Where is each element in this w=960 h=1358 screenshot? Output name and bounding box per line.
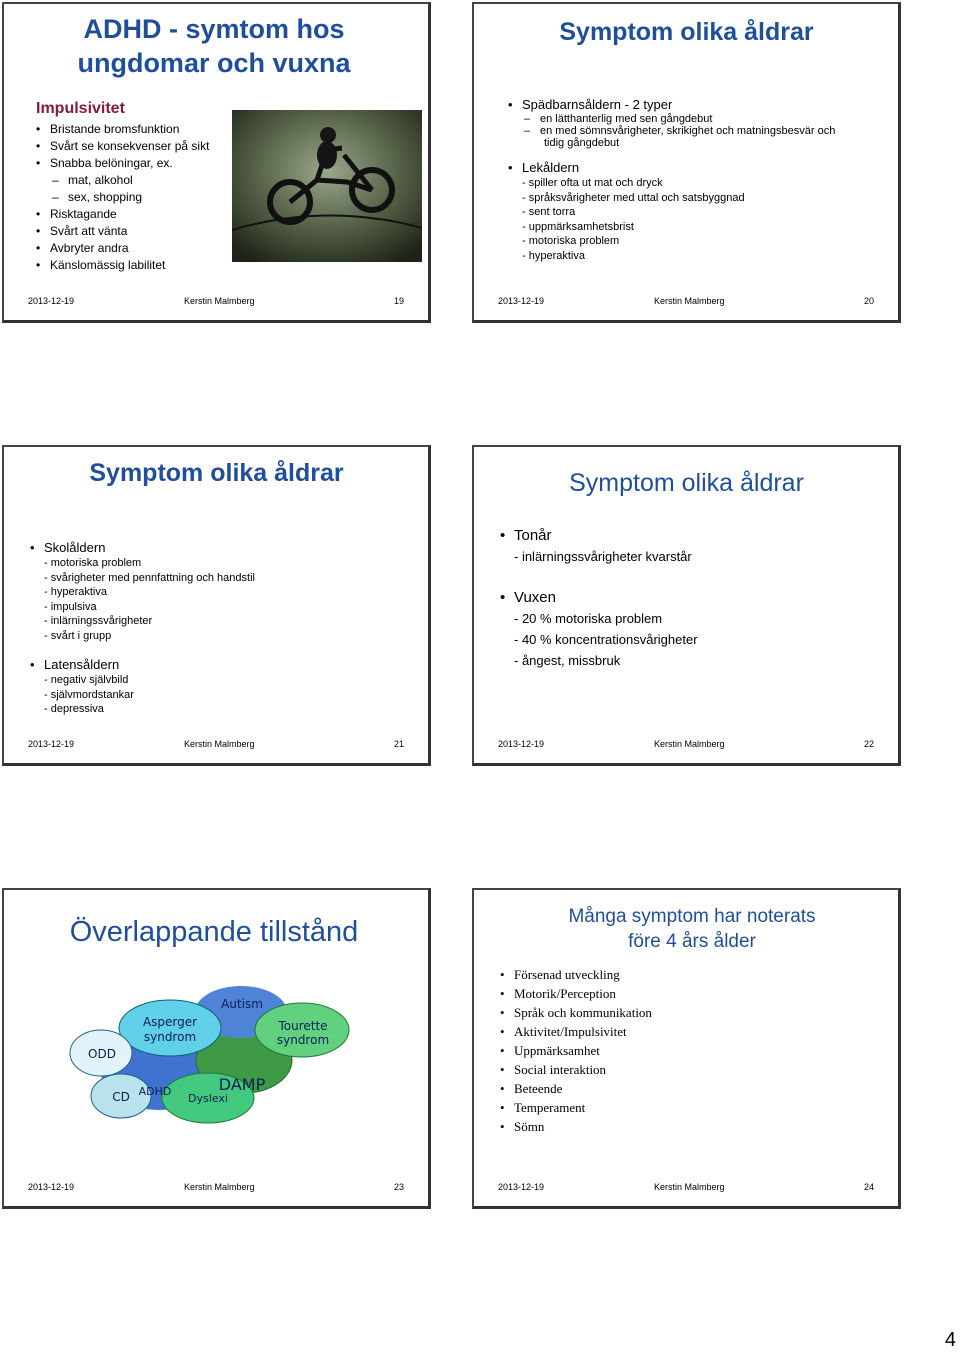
footer-author: Kerstin Malmberg	[654, 296, 725, 306]
slide-footer	[474, 1182, 898, 1196]
tourette-label-1: Tourette	[278, 1019, 328, 1033]
slide-title	[474, 904, 901, 954]
list-item: • Lekåldern	[504, 160, 835, 176]
footer-date: 2013-12-19	[498, 296, 545, 306]
list-subitem: – en med sömnsvårigheter, skrikighet och matningsbesvär och	[504, 125, 835, 137]
slide-footer	[4, 1182, 428, 1196]
list-item: • Temperament	[496, 1098, 652, 1117]
title-line-2: ungdomar och vuxna	[77, 48, 351, 78]
list-subitem-cont: tidig gångdebut	[544, 137, 620, 149]
text-line: - hyperaktiva	[522, 249, 585, 262]
list-item: • Snabba belöningar, ex.	[32, 155, 209, 172]
slide-number: 23	[393, 1182, 404, 1192]
asperger-label-1: Asperger	[142, 1015, 198, 1029]
list-item: • Svårt att vänta	[32, 223, 209, 240]
list-item: • Uppmärksamhet	[496, 1041, 652, 1060]
footer-author: Kerstin Malmberg	[654, 1182, 725, 1192]
list-subitem: – en lätthanterlig med sen gångdebut	[504, 113, 835, 125]
slide-number: 20	[863, 296, 874, 306]
impulsivitet-heading: Impulsivitet	[36, 100, 125, 117]
overlap-diagram	[64, 980, 364, 1140]
list-item: • Sömn	[496, 1117, 652, 1136]
footer-author: Kerstin Malmberg	[654, 739, 725, 749]
slide-24	[472, 888, 901, 1209]
list-item: • Aktivitet/Impulsivitet	[496, 1022, 652, 1041]
dyslexi-label: Dyslexi	[188, 1092, 228, 1105]
autism-label: Autism	[221, 997, 263, 1011]
slide-title: Överlappande tillstånd	[69, 916, 359, 948]
text-line: - motoriska problem	[44, 557, 142, 569]
slide-number: 19	[393, 296, 404, 306]
footer-author: Kerstin Malmberg	[184, 1182, 255, 1192]
title-line-1: ADHD - symtom hos	[83, 14, 345, 44]
text-line: - 20 % motoriska problem	[514, 611, 663, 626]
list-item: • Spädbarnsåldern - 2 typer	[504, 97, 835, 113]
text-line: - språksvårigheter med uttal och satsbyggnad	[522, 191, 745, 204]
footer-author: Kerstin Malmberg	[184, 296, 255, 306]
text-line: - negativ självbild	[44, 674, 129, 686]
text-line: - motoriska problem	[522, 235, 620, 247]
title-line-2: före 4 års ålder	[628, 931, 756, 952]
slide-22	[472, 445, 901, 766]
list-item: • Bristande bromsfunktion	[32, 121, 209, 138]
content-list	[504, 97, 835, 263]
list-subitem: – mat, alkohol	[32, 172, 209, 189]
footer-date: 2013-12-19	[28, 296, 75, 306]
page-number: 4	[944, 1329, 956, 1351]
adhd-label: ADHD	[138, 1085, 172, 1098]
cd-label: CD	[112, 1090, 130, 1104]
list-item: • Latensåldern	[26, 656, 255, 673]
title-line-1: Många symptom har noterats	[568, 906, 816, 927]
list-item: • Social interaktion	[496, 1060, 652, 1079]
list-item: • Vuxen	[496, 587, 698, 608]
text-line: - svårigheter med pennfattning och handstil	[44, 571, 255, 584]
slide-title: Symptom olika åldrar	[569, 469, 804, 497]
list-item: • Tonår	[496, 525, 698, 546]
list-item: • Språk och kommunikation	[496, 1003, 652, 1022]
slide-number: 22	[863, 739, 874, 749]
slide-title: Symptom olika åldrar	[559, 18, 814, 46]
list-item: • Avbryter andra	[32, 240, 209, 257]
slide-footer	[474, 739, 898, 753]
text-line: - hyperaktiva	[44, 586, 107, 598]
slide-21	[2, 445, 431, 766]
slide-footer	[4, 296, 428, 310]
content-list	[496, 525, 698, 671]
text-line: - svårt i grupp	[44, 629, 112, 642]
damp-label: DAMP	[218, 1075, 266, 1094]
footer-date: 2013-12-19	[28, 739, 75, 749]
content-list	[496, 965, 652, 1136]
text-line: - depressiva	[44, 703, 104, 715]
slide-number: 21	[393, 739, 404, 749]
footer-date: 2013-12-19	[28, 1182, 75, 1192]
odd-label: ODD	[88, 1047, 116, 1061]
slide-23	[2, 888, 431, 1209]
slide-number: 24	[863, 1182, 874, 1192]
tourette-label-2: syndrom	[276, 1033, 330, 1047]
text-line: - sent torra	[522, 206, 576, 218]
slide-title	[24, 12, 404, 80]
text-line: - 40 % koncentrationsvårigheter	[514, 632, 698, 647]
asperger-label-2: syndrom	[143, 1030, 197, 1044]
list-item: • Känslomässig labilitet	[32, 257, 209, 274]
list-subitem: – sex, shopping	[32, 189, 209, 206]
footer-date: 2013-12-19	[498, 739, 545, 749]
text-line: - uppmärksamhetsbrist	[522, 220, 634, 233]
motorcycle-photo	[232, 110, 422, 262]
content-list	[26, 539, 255, 717]
list-item: • Motorik/Perception	[496, 984, 652, 1003]
slide-footer	[4, 739, 428, 753]
text-line: - självmordstankar	[44, 688, 134, 701]
slide-19	[2, 2, 431, 323]
impulsivitet-list	[32, 121, 209, 274]
slide-20	[472, 2, 901, 323]
text-line: - inlärningssvårigheter	[44, 615, 153, 627]
text-line: - inlärningssvårigheter kvarstår	[514, 549, 692, 564]
slide-footer	[474, 296, 898, 310]
list-item: • Skolåldern	[26, 539, 255, 556]
text-line: - spiller ofta ut mat och dryck	[522, 177, 663, 189]
list-item: • Försenad utveckling	[496, 965, 652, 984]
list-item: • Beteende	[496, 1079, 652, 1098]
text-line: - impulsiva	[44, 600, 97, 613]
text-line: - ångest, missbruk	[514, 653, 621, 668]
list-item: • Svårt se konsekvenser på sikt	[32, 138, 209, 155]
footer-date: 2013-12-19	[498, 1182, 545, 1192]
list-item: • Risktagande	[32, 206, 209, 223]
slide-title: Symptom olika åldrar	[89, 459, 344, 487]
footer-author: Kerstin Malmberg	[184, 739, 255, 749]
